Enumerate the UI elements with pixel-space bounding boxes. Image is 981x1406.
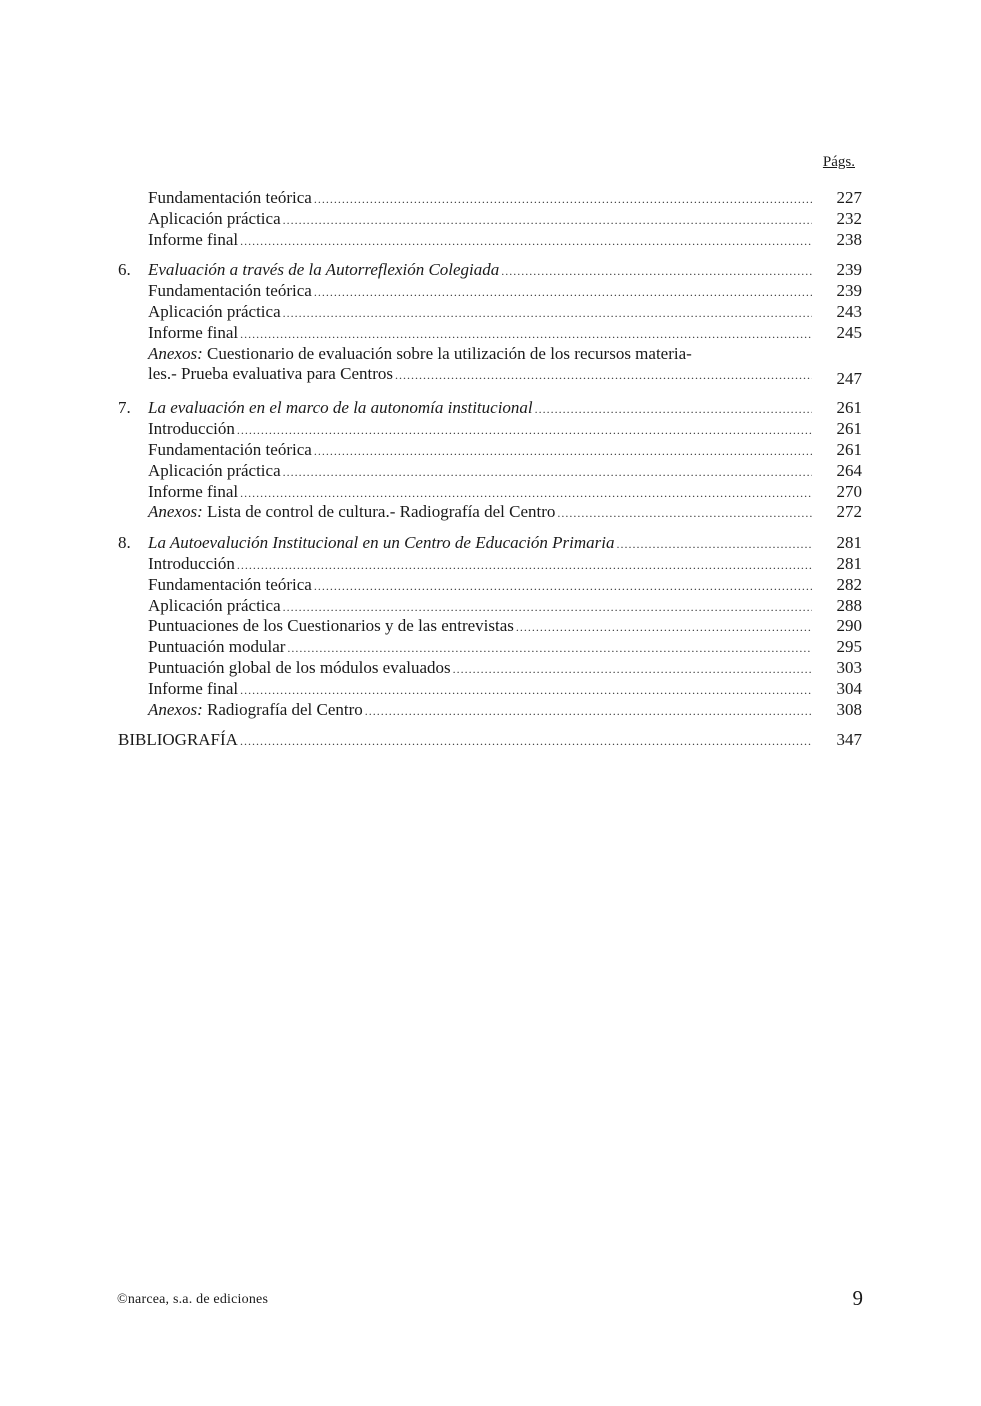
- toc-entry-page: 304: [836, 678, 862, 698]
- toc-anexos-entry[interactable]: [118, 344, 862, 365]
- toc-entry-title: Fundamentación teórica: [148, 574, 312, 594]
- leader-dots: [240, 680, 812, 701]
- bibliografia-page: 347: [836, 730, 862, 750]
- chapter-page: 281: [836, 533, 862, 553]
- chapter-number: 8.: [118, 533, 131, 553]
- toc-chapter-7[interactable]: [118, 398, 862, 419]
- chapter-title: La evaluación en el marco de la autonomía institucional: [148, 398, 533, 418]
- leader-dots: [535, 399, 812, 420]
- toc-entry-title: Informe final: [148, 229, 239, 249]
- leader-dots: [283, 462, 812, 483]
- toc-entry[interactable]: [118, 188, 862, 209]
- leader-dots: [237, 555, 812, 576]
- toc-bibliografia[interactable]: [118, 730, 862, 751]
- toc-entry[interactable]: [118, 302, 862, 323]
- toc-entry[interactable]: [118, 230, 862, 251]
- toc-entry[interactable]: [118, 482, 862, 503]
- publisher-credit: ©narcea, s.a. de ediciones: [117, 1292, 269, 1307]
- leader-dots: [365, 701, 812, 722]
- toc-entry-page: 288: [836, 595, 862, 615]
- toc-entry[interactable]: [118, 679, 862, 700]
- leader-dots: [240, 231, 812, 252]
- toc-entry[interactable]: [118, 658, 862, 679]
- toc-entry[interactable]: [118, 616, 862, 637]
- toc-entry-page: 272: [836, 502, 862, 522]
- toc-anexos-entry[interactable]: [118, 700, 862, 721]
- toc-entry[interactable]: [118, 440, 862, 461]
- toc-entry[interactable]: [118, 596, 862, 617]
- table-of-contents: [118, 188, 862, 751]
- toc-entry-page: 281: [836, 553, 862, 573]
- toc-entry[interactable]: [118, 637, 862, 658]
- leader-dots: [395, 365, 812, 386]
- leader-dots: [240, 731, 812, 752]
- leader-dots: [283, 303, 812, 324]
- toc-entry-title: Informe final: [148, 481, 239, 501]
- toc-entry-page: 247: [836, 369, 862, 389]
- leader-dots: [283, 210, 812, 231]
- toc-entry-title: Aplicación práctica: [148, 208, 281, 228]
- toc-entry-page: 238: [836, 229, 862, 249]
- toc-entry[interactable]: [118, 209, 862, 230]
- toc-entry-title: Aplicación práctica: [148, 460, 281, 480]
- toc-chapter-6[interactable]: [118, 260, 862, 281]
- toc-entry-title: Introducción: [148, 419, 235, 439]
- anexos-text: Lista de control de cultura.- Radiografía del Centro: [207, 502, 556, 522]
- chapter-page: 239: [836, 260, 862, 280]
- toc-entry[interactable]: [118, 575, 862, 596]
- toc-entry-title: Aplicación práctica: [148, 595, 281, 615]
- anexos-label: Anexos:: [148, 699, 203, 719]
- bibliografia-title: BIBLIOGRAFÍA: [118, 730, 238, 750]
- toc-entry-page: 227: [836, 188, 862, 207]
- toc-entry-title: Fundamentación teórica: [148, 439, 312, 459]
- toc-entry-title: Puntuación global de los módulos evaluados: [148, 657, 451, 677]
- toc-entry-title: Introducción: [148, 553, 235, 573]
- chapter-title: Evaluación a través de la Autorreflexión Colegiada: [148, 260, 500, 280]
- toc-entry[interactable]: [118, 323, 862, 344]
- toc-entry-title: Informe final: [148, 678, 239, 698]
- leader-dots: [314, 576, 812, 597]
- toc-entry-title: Informe final: [148, 322, 239, 342]
- leader-dots: [453, 659, 812, 680]
- chapter-title: La Autoevalución Institucional en un Centro de Educación Primaria: [148, 533, 615, 553]
- toc-entry-page: 290: [836, 616, 862, 636]
- toc-entry-title: Puntuaciones de los Cuestionarios y de las entrevistas: [148, 616, 514, 636]
- toc-entry-title: Fundamentación teórica: [148, 281, 312, 301]
- toc-entry[interactable]: [118, 419, 862, 440]
- toc-entry-page: 308: [836, 699, 862, 719]
- toc-entry-page: 303: [836, 657, 862, 677]
- toc-entry-page: 270: [836, 481, 862, 501]
- leader-dots: [557, 503, 812, 524]
- anexos-text-line2: les.- Prueba evaluativa para Centros: [148, 364, 393, 384]
- toc-anexos-entry[interactable]: [118, 502, 862, 523]
- chapter-number: 7.: [118, 398, 131, 418]
- leader-dots: [516, 617, 812, 638]
- toc-entry-page: 264: [836, 460, 862, 480]
- toc-entry-page: 282: [836, 574, 862, 594]
- chapter-page: 261: [836, 398, 862, 418]
- toc-entry-page: 239: [836, 281, 862, 301]
- toc-entry-title: Aplicación práctica: [148, 301, 281, 321]
- chapter-number: 6.: [118, 260, 131, 280]
- toc-entry-page: 295: [836, 637, 862, 657]
- anexos-label: Anexos:: [148, 343, 203, 363]
- anexos-text-line1: Cuestionario de evaluación sobre la utilización de los recursos materia-: [207, 343, 692, 363]
- toc-entry-page: 261: [836, 439, 862, 459]
- leader-dots: [287, 638, 812, 659]
- leader-dots: [314, 441, 812, 462]
- leader-dots: [501, 261, 812, 282]
- leader-dots: [617, 534, 813, 555]
- leader-dots: [314, 282, 812, 303]
- leader-dots: [283, 597, 812, 618]
- toc-entry[interactable]: [118, 281, 862, 302]
- anexos-text: Radiografía del Centro: [207, 699, 363, 719]
- anexos-label: Anexos:: [148, 502, 203, 522]
- leader-dots: [240, 483, 812, 504]
- toc-entry[interactable]: [118, 554, 862, 575]
- toc-entry-title: Puntuación modular: [148, 637, 286, 657]
- toc-entry[interactable]: [118, 461, 862, 482]
- toc-entry-page: 232: [836, 208, 862, 228]
- leader-dots: [240, 324, 812, 345]
- toc-entry-title: Fundamentación teórica: [148, 188, 312, 207]
- toc-entry-page: 261: [836, 419, 862, 439]
- toc-entry-page: 245: [836, 322, 862, 342]
- pages-column-header: Págs.: [822, 154, 855, 170]
- page-number: 9: [852, 1286, 863, 1310]
- toc-chapter-8[interactable]: [118, 533, 862, 554]
- leader-dots: [314, 189, 812, 210]
- leader-dots: [237, 420, 812, 441]
- toc-entry-page: 243: [836, 301, 862, 321]
- toc-anexos-entry-cont[interactable]: [118, 364, 862, 388]
